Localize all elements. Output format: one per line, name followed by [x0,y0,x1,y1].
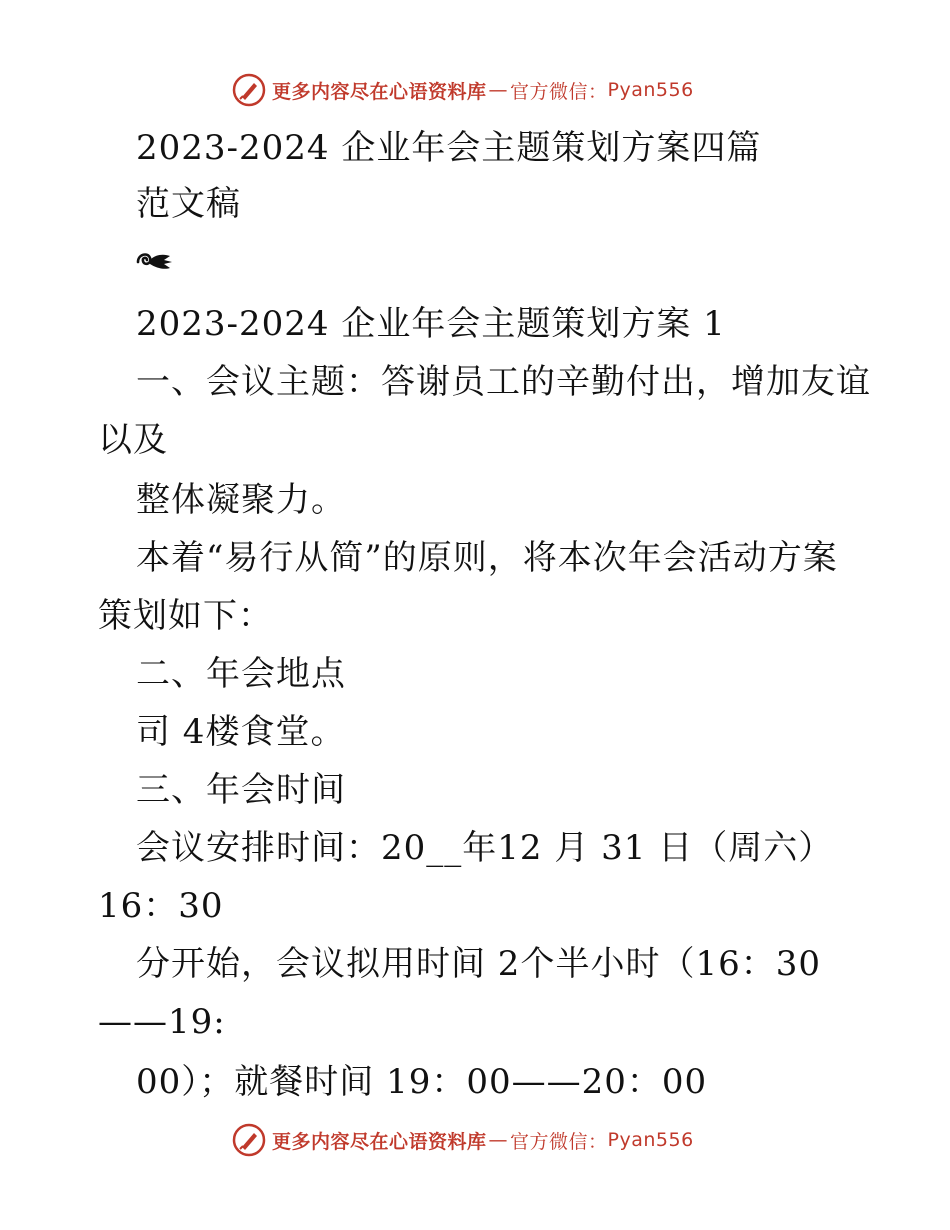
banner-wechat-id: Pyan556 [607,79,694,101]
body-line: 本着“易行从简”的原则，将本次年会活动方案 [136,538,838,578]
body-line: 三、年会时间 [136,770,346,810]
document-title-line-2: 范文稿 [136,184,241,224]
body-line: 以及 [98,420,168,460]
body-line: 分开始，会议拟用时间 2个半小时（16：30 [136,944,821,984]
banner-separator: — [488,79,509,101]
body-line: 司 4楼食堂。 [136,712,346,752]
banner-wechat-id: Pyan556 [607,1129,694,1151]
footer-banner [232,1120,694,1160]
pen-nib-logo-icon [232,73,266,107]
body-line: 一、会议主题：答谢员工的辛勤付出，增加友谊 [136,362,871,402]
header-banner [232,70,694,110]
banner-brand-text: 更多内容尽在心语资料库 [272,1130,487,1153]
body-line: 策划如下： [98,596,273,636]
body-line: 整体凝聚力。 [136,480,346,520]
body-line: 二、年会地点 [136,654,346,694]
banner-separator: — [488,1129,509,1151]
document-title-line-1: 2023-2024 企业年会主题策划方案四篇 [136,128,762,168]
section-heading: 2023-2024 企业年会主题策划方案 1 [136,304,726,344]
body-line: ——19: [98,1002,226,1042]
body-line: 16：30 [98,886,224,926]
banner-wechat-label: 官方微信： [510,1130,608,1153]
body-line: 会议安排时间：20__年12 月 31 日（周六） [136,828,834,868]
pen-nib-logo-icon [232,1123,266,1157]
fleuron-ornament-icon [134,248,174,276]
body-line: 00）；就餐时间 19：00——20：00 [136,1062,708,1102]
banner-brand-text: 更多内容尽在心语资料库 [272,80,487,103]
banner-wechat-label: 官方微信： [510,80,608,103]
